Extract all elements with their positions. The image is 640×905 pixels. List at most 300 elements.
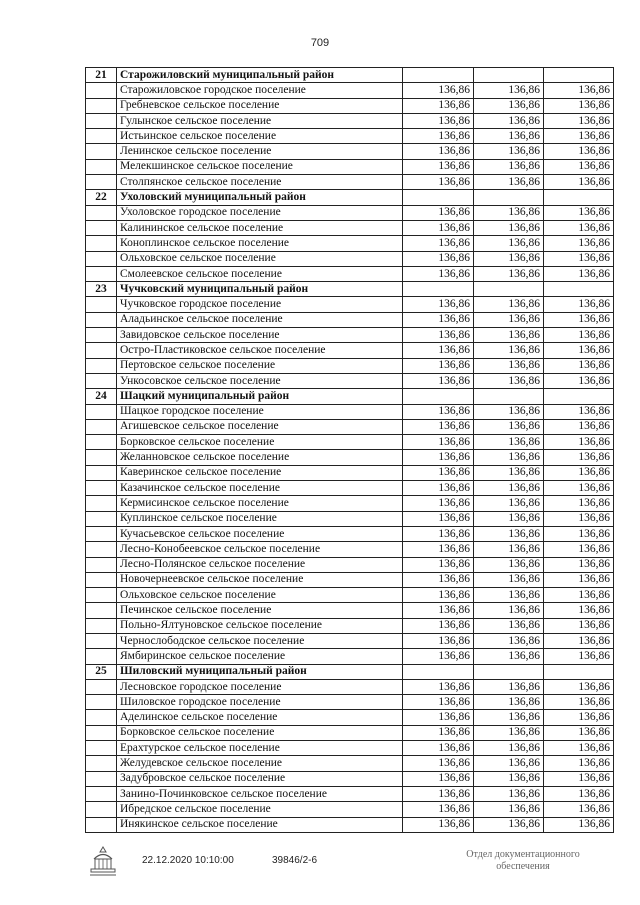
value-cell-1: 136,86 — [403, 450, 474, 465]
value-cell-1: 136,86 — [403, 358, 474, 373]
table-row — [86, 741, 614, 756]
table-row — [86, 297, 614, 312]
settlement-name: Польно-Ялтуновское сельское поселение — [117, 618, 403, 633]
value-cell-2: 136,86 — [474, 511, 544, 526]
table-row — [86, 695, 614, 710]
value-cell-3: 136,86 — [544, 98, 614, 113]
table-row — [86, 603, 614, 618]
settlements-table-body — [86, 68, 614, 833]
table-row — [86, 710, 614, 725]
row-number-cell — [86, 144, 117, 159]
value-cell-3: 136,86 — [544, 695, 614, 710]
value-cell-2: 136,86 — [474, 526, 544, 541]
value-cell-2: 136,86 — [474, 373, 544, 388]
settlement-name: Ольховское сельское поселение — [117, 588, 403, 603]
value-cell-2: 136,86 — [474, 435, 544, 450]
settlement-name: Кермисинское сельское поселение — [117, 496, 403, 511]
settlement-name: Чучковское городское поселение — [117, 297, 403, 312]
value-cell-1: 136,86 — [403, 725, 474, 740]
row-number-cell — [86, 83, 117, 98]
value-cell-1: 136,86 — [403, 83, 474, 98]
settlement-name: Желудевское сельское поселение — [117, 756, 403, 771]
value-cell-2: 136,86 — [474, 557, 544, 572]
value-cell-3: 136,86 — [544, 725, 614, 740]
table-row — [86, 786, 614, 801]
value-cell-2: 136,86 — [474, 83, 544, 98]
value-cell-3: 136,86 — [544, 802, 614, 817]
settlement-name: Новочернеевское сельское поселение — [117, 572, 403, 587]
table-row — [86, 633, 614, 648]
value-cell-1: 136,86 — [403, 251, 474, 266]
value-cell-1: 136,86 — [403, 220, 474, 235]
value-cell-1: 136,86 — [403, 465, 474, 480]
empty-cell — [403, 68, 474, 83]
settlement-name: Мелекшинское сельское поселение — [117, 159, 403, 174]
settlement-name: Столпянское сельское поселение — [117, 175, 403, 190]
row-number-cell — [86, 205, 117, 220]
table-row — [86, 113, 614, 128]
footer-datetime: 22.12.2020 10:10:00 — [142, 855, 234, 866]
value-cell-2: 136,86 — [474, 297, 544, 312]
value-cell-3: 136,86 — [544, 113, 614, 128]
value-cell-2: 136,86 — [474, 756, 544, 771]
value-cell-2: 136,86 — [474, 741, 544, 756]
value-cell-3: 136,86 — [544, 649, 614, 664]
value-cell-1: 136,86 — [403, 144, 474, 159]
table-row — [86, 557, 614, 572]
settlement-name: Гребневское сельское поселение — [117, 98, 403, 113]
empty-cell — [403, 389, 474, 404]
settlement-name: Кучасьевское сельское поселение — [117, 526, 403, 541]
settlement-name: Задубровское сельское поселение — [117, 771, 403, 786]
value-cell-2: 136,86 — [474, 236, 544, 251]
value-cell-1: 136,86 — [403, 419, 474, 434]
empty-cell — [474, 664, 544, 679]
value-cell-1: 136,86 — [403, 557, 474, 572]
value-cell-2: 136,86 — [474, 588, 544, 603]
value-cell-1: 136,86 — [403, 771, 474, 786]
value-cell-3: 136,86 — [544, 756, 614, 771]
settlement-name: Смолеевское сельское поселение — [117, 266, 403, 281]
value-cell-3: 136,86 — [544, 679, 614, 694]
value-cell-2: 136,86 — [474, 817, 544, 832]
value-cell-2: 136,86 — [474, 771, 544, 786]
table-row — [86, 404, 614, 419]
value-cell-2: 136,86 — [474, 465, 544, 480]
settlement-name: Шацкое городское поселение — [117, 404, 403, 419]
table-row — [86, 419, 614, 434]
table-row — [86, 588, 614, 603]
table-row — [86, 679, 614, 694]
value-cell-2: 136,86 — [474, 144, 544, 159]
department-stamp — [448, 849, 598, 873]
row-number-cell — [86, 419, 117, 434]
empty-cell — [403, 282, 474, 297]
settlement-name: Куплинское сельское поселение — [117, 511, 403, 526]
empty-cell — [544, 68, 614, 83]
empty-cell — [544, 190, 614, 205]
district-row — [86, 282, 614, 297]
settlement-name: Ольховское сельское поселение — [117, 251, 403, 266]
value-cell-2: 136,86 — [474, 481, 544, 496]
settlement-name: Аладьинское сельское поселение — [117, 312, 403, 327]
value-cell-3: 136,86 — [544, 83, 614, 98]
table-row — [86, 450, 614, 465]
value-cell-2: 136,86 — [474, 725, 544, 740]
value-cell-3: 136,86 — [544, 373, 614, 388]
district-row — [86, 664, 614, 679]
row-number-cell — [86, 618, 117, 633]
emblem-logo — [88, 845, 118, 877]
footer-doc-number: 39846/2-6 — [272, 855, 318, 866]
value-cell-2: 136,86 — [474, 220, 544, 235]
value-cell-3: 136,86 — [544, 404, 614, 419]
settlement-name: Каверинское сельское поселение — [117, 465, 403, 480]
value-cell-1: 136,86 — [403, 802, 474, 817]
row-number-cell — [86, 603, 117, 618]
value-cell-2: 136,86 — [474, 205, 544, 220]
row-number-cell — [86, 725, 117, 740]
settlement-name: Старожиловское городское поселение — [117, 83, 403, 98]
value-cell-3: 136,86 — [544, 312, 614, 327]
stamp-line-2: обеспечения — [496, 861, 550, 872]
value-cell-3: 136,86 — [544, 159, 614, 174]
value-cell-3: 136,86 — [544, 419, 614, 434]
district-number: 25 — [86, 664, 117, 679]
settlement-name: Пертовское сельское поселение — [117, 358, 403, 373]
value-cell-2: 136,86 — [474, 98, 544, 113]
table-row — [86, 144, 614, 159]
row-number-cell — [86, 266, 117, 281]
value-cell-2: 136,86 — [474, 266, 544, 281]
settlement-name: Агишевское сельское поселение — [117, 419, 403, 434]
value-cell-1: 136,86 — [403, 98, 474, 113]
value-cell-2: 136,86 — [474, 251, 544, 266]
district-number: 21 — [86, 68, 117, 83]
value-cell-1: 136,86 — [403, 786, 474, 801]
value-cell-1: 136,86 — [403, 572, 474, 587]
row-number-cell — [86, 526, 117, 541]
table-row — [86, 236, 614, 251]
table-row — [86, 802, 614, 817]
settlement-name: Ухоловское городское поселение — [117, 205, 403, 220]
district-name: Старожиловский муниципальный район — [117, 68, 403, 83]
empty-cell — [544, 282, 614, 297]
value-cell-3: 136,86 — [544, 129, 614, 144]
value-cell-1: 136,86 — [403, 113, 474, 128]
page-number: 709 — [310, 37, 330, 49]
settlement-name: Инякинское сельское поселение — [117, 817, 403, 832]
value-cell-2: 136,86 — [474, 542, 544, 557]
row-number-cell — [86, 496, 117, 511]
value-cell-2: 136,86 — [474, 802, 544, 817]
district-number: 22 — [86, 190, 117, 205]
settlement-name: Гулынское сельское поселение — [117, 113, 403, 128]
row-number-cell — [86, 802, 117, 817]
settlements-table — [85, 67, 614, 833]
value-cell-1: 136,86 — [403, 511, 474, 526]
settlement-name: Лесно-Полянское сельское поселение — [117, 557, 403, 572]
value-cell-1: 136,86 — [403, 129, 474, 144]
row-number-cell — [86, 129, 117, 144]
value-cell-2: 136,86 — [474, 312, 544, 327]
empty-cell — [474, 190, 544, 205]
value-cell-2: 136,86 — [474, 572, 544, 587]
value-cell-3: 136,86 — [544, 603, 614, 618]
value-cell-1: 136,86 — [403, 496, 474, 511]
value-cell-1: 136,86 — [403, 679, 474, 694]
value-cell-3: 136,86 — [544, 817, 614, 832]
settlement-name: Лесно-Конобеевское сельское поселение — [117, 542, 403, 557]
value-cell-2: 136,86 — [474, 419, 544, 434]
value-cell-2: 136,86 — [474, 618, 544, 633]
row-number-cell — [86, 450, 117, 465]
value-cell-1: 136,86 — [403, 710, 474, 725]
value-cell-1: 136,86 — [403, 741, 474, 756]
table-row — [86, 465, 614, 480]
value-cell-3: 136,86 — [544, 481, 614, 496]
table-row — [86, 159, 614, 174]
value-cell-1: 136,86 — [403, 328, 474, 343]
row-number-cell — [86, 175, 117, 190]
district-row — [86, 190, 614, 205]
district-name: Чучковский муниципальный район — [117, 282, 403, 297]
value-cell-3: 136,86 — [544, 542, 614, 557]
settlement-name: Чернослободское сельское поселение — [117, 633, 403, 648]
value-cell-1: 136,86 — [403, 618, 474, 633]
value-cell-1: 136,86 — [403, 343, 474, 358]
table-row — [86, 373, 614, 388]
value-cell-2: 136,86 — [474, 649, 544, 664]
empty-cell — [544, 664, 614, 679]
settlement-name: Калининское сельское поселение — [117, 220, 403, 235]
settlement-name: Ункосовское сельское поселение — [117, 373, 403, 388]
table-row — [86, 312, 614, 327]
row-number-cell — [86, 435, 117, 450]
row-number-cell — [86, 756, 117, 771]
table-row — [86, 343, 614, 358]
row-number-cell — [86, 588, 117, 603]
value-cell-1: 136,86 — [403, 817, 474, 832]
value-cell-1: 136,86 — [403, 649, 474, 664]
row-number-cell — [86, 312, 117, 327]
empty-cell — [474, 68, 544, 83]
value-cell-3: 136,86 — [544, 465, 614, 480]
table-row — [86, 481, 614, 496]
value-cell-3: 136,86 — [544, 572, 614, 587]
settlement-name: Шиловское городское поселение — [117, 695, 403, 710]
value-cell-3: 136,86 — [544, 618, 614, 633]
value-cell-3: 136,86 — [544, 144, 614, 159]
row-number-cell — [86, 358, 117, 373]
value-cell-1: 136,86 — [403, 481, 474, 496]
value-cell-1: 136,86 — [403, 159, 474, 174]
table-row — [86, 649, 614, 664]
value-cell-1: 136,86 — [403, 633, 474, 648]
table-row — [86, 98, 614, 113]
value-cell-3: 136,86 — [544, 557, 614, 572]
settlement-name: Печинское сельское поселение — [117, 603, 403, 618]
value-cell-3: 136,86 — [544, 496, 614, 511]
value-cell-3: 136,86 — [544, 328, 614, 343]
empty-cell — [403, 190, 474, 205]
table-row — [86, 328, 614, 343]
row-number-cell — [86, 786, 117, 801]
row-number-cell — [86, 251, 117, 266]
row-number-cell — [86, 542, 117, 557]
settlement-name: Борковское сельское поселение — [117, 435, 403, 450]
row-number-cell — [86, 695, 117, 710]
table-row — [86, 526, 614, 541]
row-number-cell — [86, 572, 117, 587]
row-number-cell — [86, 511, 117, 526]
row-number-cell — [86, 220, 117, 235]
value-cell-3: 136,86 — [544, 297, 614, 312]
settlement-name: Завидовское сельское поселение — [117, 328, 403, 343]
value-cell-2: 136,86 — [474, 404, 544, 419]
value-cell-3: 136,86 — [544, 343, 614, 358]
row-number-cell — [86, 98, 117, 113]
value-cell-3: 136,86 — [544, 771, 614, 786]
value-cell-1: 136,86 — [403, 266, 474, 281]
value-cell-3: 136,86 — [544, 511, 614, 526]
district-number: 24 — [86, 389, 117, 404]
settlement-name: Желанновское сельское поселение — [117, 450, 403, 465]
value-cell-1: 136,86 — [403, 297, 474, 312]
value-cell-3: 136,86 — [544, 786, 614, 801]
value-cell-3: 136,86 — [544, 236, 614, 251]
settlement-name: Борковское сельское поселение — [117, 725, 403, 740]
settlement-name: Казачинское сельское поселение — [117, 481, 403, 496]
table-row — [86, 205, 614, 220]
value-cell-1: 136,86 — [403, 603, 474, 618]
settlement-name: Ленинское сельское поселение — [117, 144, 403, 159]
row-number-cell — [86, 328, 117, 343]
row-number-cell — [86, 113, 117, 128]
settlement-name: Остро-Пластиковское сельское поселение — [117, 343, 403, 358]
table-row — [86, 83, 614, 98]
row-number-cell — [86, 710, 117, 725]
value-cell-1: 136,86 — [403, 588, 474, 603]
value-cell-3: 136,86 — [544, 710, 614, 725]
value-cell-2: 136,86 — [474, 343, 544, 358]
district-name: Ухоловский муниципальный район — [117, 190, 403, 205]
value-cell-2: 136,86 — [474, 496, 544, 511]
value-cell-2: 136,86 — [474, 603, 544, 618]
value-cell-3: 136,86 — [544, 450, 614, 465]
value-cell-3: 136,86 — [544, 435, 614, 450]
value-cell-2: 136,86 — [474, 786, 544, 801]
value-cell-1: 136,86 — [403, 756, 474, 771]
value-cell-2: 136,86 — [474, 328, 544, 343]
row-number-cell — [86, 633, 117, 648]
empty-cell — [474, 389, 544, 404]
district-number: 23 — [86, 282, 117, 297]
table-row — [86, 496, 614, 511]
row-number-cell — [86, 404, 117, 419]
value-cell-1: 136,86 — [403, 236, 474, 251]
value-cell-2: 136,86 — [474, 129, 544, 144]
value-cell-3: 136,86 — [544, 526, 614, 541]
table-row — [86, 251, 614, 266]
row-number-cell — [86, 465, 117, 480]
table-row — [86, 358, 614, 373]
row-number-cell — [86, 373, 117, 388]
value-cell-3: 136,86 — [544, 175, 614, 190]
value-cell-1: 136,86 — [403, 205, 474, 220]
table-row — [86, 266, 614, 281]
value-cell-3: 136,86 — [544, 220, 614, 235]
value-cell-3: 136,86 — [544, 266, 614, 281]
table-row — [86, 129, 614, 144]
settlement-name: Лесновское городское поселение — [117, 679, 403, 694]
table-row — [86, 542, 614, 557]
value-cell-1: 136,86 — [403, 373, 474, 388]
row-number-cell — [86, 649, 117, 664]
row-number-cell — [86, 817, 117, 832]
value-cell-2: 136,86 — [474, 450, 544, 465]
table-row — [86, 618, 614, 633]
row-number-cell — [86, 343, 117, 358]
value-cell-3: 136,86 — [544, 588, 614, 603]
value-cell-2: 136,86 — [474, 679, 544, 694]
value-cell-1: 136,86 — [403, 435, 474, 450]
table-row — [86, 817, 614, 832]
empty-cell — [403, 664, 474, 679]
value-cell-1: 136,86 — [403, 526, 474, 541]
district-row — [86, 389, 614, 404]
settlement-name: Ерахтурское сельское поселение — [117, 741, 403, 756]
value-cell-2: 136,86 — [474, 358, 544, 373]
settlement-name: Коноплинское сельское поселение — [117, 236, 403, 251]
settlement-name: Ибредское сельское поселение — [117, 802, 403, 817]
district-name: Шиловский муниципальный район — [117, 664, 403, 679]
value-cell-3: 136,86 — [544, 205, 614, 220]
row-number-cell — [86, 557, 117, 572]
value-cell-3: 136,86 — [544, 251, 614, 266]
value-cell-1: 136,86 — [403, 312, 474, 327]
settlement-name: Ямбиринское сельское поселение — [117, 649, 403, 664]
row-number-cell — [86, 741, 117, 756]
settlement-name: Аделинское сельское поселение — [117, 710, 403, 725]
row-number-cell — [86, 159, 117, 174]
row-number-cell — [86, 297, 117, 312]
table-row — [86, 511, 614, 526]
settlement-name: Истьинское сельское поселение — [117, 129, 403, 144]
value-cell-3: 136,86 — [544, 741, 614, 756]
district-name: Шацкий муниципальный район — [117, 389, 403, 404]
row-number-cell — [86, 771, 117, 786]
value-cell-1: 136,86 — [403, 695, 474, 710]
value-cell-2: 136,86 — [474, 175, 544, 190]
value-cell-2: 136,86 — [474, 633, 544, 648]
table-row — [86, 572, 614, 587]
value-cell-2: 136,86 — [474, 710, 544, 725]
value-cell-2: 136,86 — [474, 159, 544, 174]
table-row — [86, 771, 614, 786]
table-row — [86, 756, 614, 771]
value-cell-1: 136,86 — [403, 542, 474, 557]
row-number-cell — [86, 481, 117, 496]
row-number-cell — [86, 236, 117, 251]
row-number-cell — [86, 679, 117, 694]
value-cell-2: 136,86 — [474, 695, 544, 710]
district-row — [86, 68, 614, 83]
table-row — [86, 435, 614, 450]
settlement-name: Занино-Починковское сельское поселение — [117, 786, 403, 801]
empty-cell — [474, 282, 544, 297]
value-cell-3: 136,86 — [544, 358, 614, 373]
